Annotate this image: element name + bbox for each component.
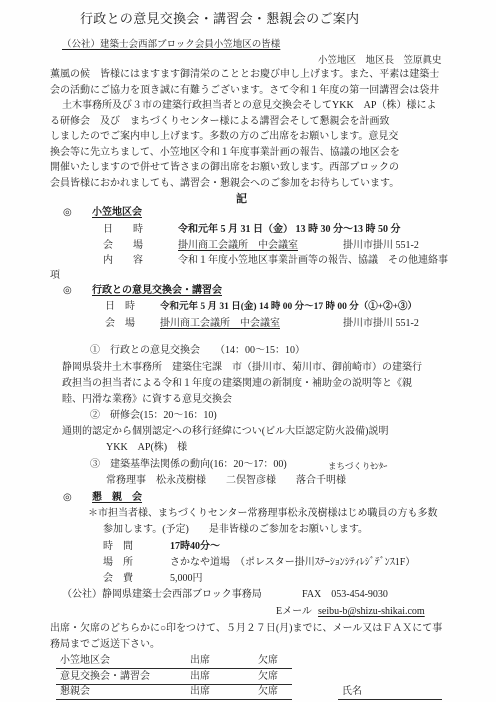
date-value: 令和元年 5 月 31 日（金） 13 時 30 分～13 時 50 分 [178,224,401,235]
greeting-line: 薫風の候 皆様にはますます御清栄のこととお慶び申し上げます。また、平素は建築士 [50,69,440,80]
venue-address: 掛川市掛川 551-2 [343,318,419,329]
addressee: （公社）建築士会西部ブロック会員小笠地区の皆様 [62,40,281,50]
reply-row-underline [56,699,292,700]
content-value: 令和１年度小笠地区事業計画等の報告、協議 その他連絡事 [178,255,448,266]
fee-label: 会 費 [103,573,133,584]
date-label: 日 時 [105,301,135,312]
greeting-line: しましたのでご案内申し上げます。多数の方のご出席をお願いします。意見交 [50,131,399,142]
venue-label: 会 場 [103,240,143,251]
office-fax: FAX 053-454-9030 [302,589,388,600]
section-mark: ◎ [63,207,72,218]
program-item-speaker: YKK AP(株) 様 [106,442,188,453]
party-note-line: 参加します。(予定) 是非皆様のご参加をお願いします。 [103,524,369,535]
document-title: 行政との意見交換会・講習会・懇親会のご案内 [80,11,360,26]
office-email-label: Eメール [276,606,312,617]
reply-event: 小笠地区会 [60,655,110,666]
reply-row-underline [56,668,292,669]
section-heading: 懇 親 会 [92,492,142,503]
content-value-wrap: 項 [50,270,60,281]
venue-value: 掛川商工会議所 中会議室 [178,240,298,251]
reply-row-underline [56,684,292,685]
date-label: 日 時 [103,224,143,235]
ki-heading: 記 [236,193,247,205]
sender: 小笠地区 地区長 笠原眞史 [318,56,442,66]
time-value: 17時40分～ [170,541,220,552]
program-item-heading: ③ 建築基準法関係の動向(16：20～17：00) [90,459,287,470]
greeting-line: る研修会 及び まちづくりセンター様による講習会そして懇親会を計画致 [50,116,390,127]
program-item-heading: ② 研修会(15：20～16：10) [90,410,217,421]
attend-option: 出席 [190,686,210,697]
office-email: seibu-b@shizu-shikai.com [318,606,425,617]
venue-label: 会 場 [105,318,135,329]
absent-option: 欠席 [258,671,278,682]
greeting-line: 換会等に先立ちまして、小笠地区令和１年度事業計画の報告、協議の地区会を [50,147,400,158]
venue-address: 掛川市掛川 551-2 [343,240,419,251]
name-underline [338,699,442,700]
greeting-line: 開催いたしますので併せて皆さまの御出席をお願い致します。西部ブロックの [50,162,399,173]
program-item-line: 通則的認定から個別認定への移行経緯につい(ビル大臣認定防火設備)説明 [62,426,389,437]
place-value: さかなや道場 （ポレスター掛川ｽﾃｰｼｮﾝｼﾃｨﾚｼﾞﾃﾞﾝｽ1F） [170,557,416,568]
date-value: 令和元年 5 月 31 日(金) 14 時 00 分～17 時 00 分（①+②+③） [160,302,418,312]
program-item-line: 静岡県袋井土木事務所 建築住宅課 市（掛川市、菊川市、御前崎市）の建築行 [62,362,422,373]
fee-value: 5,000円 [170,573,203,584]
attend-option: 出席 [190,655,210,666]
party-note-line: ＊市担当者様、まちづくりセンター常務理事松永茂樹様はじめ職員の方も多数 [88,508,438,519]
absent-option: 欠席 [258,655,278,666]
program-item-org: まちづくりｾﾝﾀｰ [328,461,388,471]
attend-option: 出席 [190,671,210,682]
greeting-line: 土木事務所及び３市の建築行政担当者との意見交換会そしてYKK AP（株）様によ [62,100,437,111]
reply-instruction-line: 務局までご返送下さい。 [50,639,160,650]
content-label: 内 容 [103,255,143,266]
greeting-line: 会の活動にご協力を頂き誠に有難うございます。さて令和１年度の第一回講習会は袋井 [50,85,440,96]
time-label: 時 間 [103,541,133,552]
section-mark: ◎ [63,285,72,296]
greeting-line: 会員皆様におかれましても、講習会・懇親会へのご参加をお待ちしています。 [50,178,400,189]
reply-event: 懇親会 [60,686,90,697]
program-item-heading: ① 行政との意見交換会 （14：00～15：10） [90,345,305,356]
program-item-speakers: 常務理事 松永茂樹様 二俣智彦様 落合千明様 [106,475,346,486]
venue-value: 掛川商工会議所 中会議室 [160,318,280,329]
program-item-line: 政担当の担当者による令和１年度の建築関連の新制度・補助金の説明等と《親 [62,378,412,389]
office-name: （公社）静岡県建築士会西部ブロック事務局 [62,589,262,600]
reply-instruction-line: 出席・欠席のどちらかに○印をつけて、５月２７日(月)までに、メール又はＦＡＸにて事 [50,623,443,634]
absent-option: 欠席 [258,686,278,697]
reply-event: 意見交換会・講習会 [60,671,150,682]
program-item-line: 睦、円滑な業務》に資する意見交換会 [62,394,232,405]
name-label: 氏名 [342,686,362,697]
section-heading: 行政との意見交換会・講習会 [92,285,222,296]
section-mark: ◎ [63,492,72,503]
section-heading: 小笠地区会 [92,207,142,218]
place-label: 場 所 [103,557,133,568]
